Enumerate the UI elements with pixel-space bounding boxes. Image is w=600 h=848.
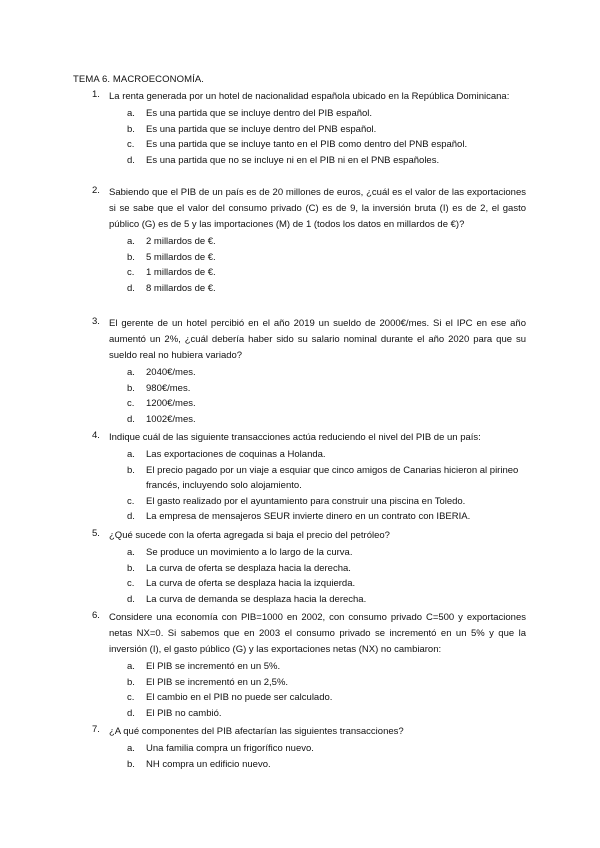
option-text: 5 millardos de €. <box>146 251 216 263</box>
option-letter: c. <box>127 578 135 589</box>
option-text: NH compra un edificio nuevo. <box>146 758 271 770</box>
option-text: Una familia compra un frigorífico nuevo. <box>146 743 314 754</box>
option-item <box>127 365 526 381</box>
option-text: 1002€/mes. <box>146 413 196 425</box>
option-letter: c. <box>127 495 135 507</box>
option-item <box>127 396 526 412</box>
option-item <box>127 741 526 757</box>
question-number: 7. <box>92 724 100 735</box>
option-text: El cambio en el PIB no puede ser calculado. <box>146 692 333 703</box>
option-list <box>109 447 526 525</box>
question-text: Indique cuál de las siguiente transacciones actúa reduciendo el nivel del PIB de un país: <box>109 432 481 443</box>
option-item <box>127 463 526 494</box>
option-text: El PIB no cambió. <box>146 707 222 719</box>
option-text: El PIB se incrementó en un 2,5%. <box>146 676 289 688</box>
option-item <box>127 706 526 722</box>
option-text: La curva de demanda se desplaza hacia la derecha. <box>146 593 367 605</box>
option-letter: c. <box>127 692 135 703</box>
option-text: El gasto realizado por el ayuntamiento para construir una piscina en Toledo. <box>146 495 466 507</box>
option-letter: c. <box>127 398 135 409</box>
question-4 <box>92 430 526 525</box>
option-item <box>127 106 526 122</box>
question-number: 5. <box>92 528 100 539</box>
question-text: ¿A qué componentes del PIB afectarían las siguientes transacciones? <box>109 726 404 737</box>
option-letter: d. <box>127 413 135 425</box>
option-letter: c. <box>127 139 135 150</box>
option-text: 8 millardos de €. <box>146 282 216 294</box>
option-text: El precio pagado por un viaje a esquiar que cinco amigos de Canarias hicieron al pirineo francés, incluyendo solo alojamiento. <box>146 464 519 491</box>
option-letter: d. <box>127 511 135 522</box>
question-number: 4. <box>92 430 100 441</box>
option-letter: b. <box>127 251 135 263</box>
option-letter: a. <box>127 367 135 378</box>
option-letter: b. <box>127 123 135 135</box>
question-text: Sabiendo que el PIB de un país es de 20 millones de euros, ¿cuál es el valor de las exportaciones si se sabe que el valor del consumo privado (C) es de 9, la inversión bruta (I) es de 2, el gasto público (G) es de 5 y las importaciones (M) de 1 (todos los datos en millardos de €)? <box>109 187 526 230</box>
option-item <box>127 381 526 397</box>
option-text: 2 millardos de €. <box>146 236 216 247</box>
option-letter: b. <box>127 464 135 476</box>
option-item <box>127 592 526 608</box>
option-text: 980€/mes. <box>146 382 191 394</box>
option-text: El PIB se incrementó en un 5%. <box>146 661 281 672</box>
option-letter: a. <box>127 449 135 460</box>
question-text: ¿Qué sucede con la oferta agregada si baja el precio del petróleo? <box>109 530 390 541</box>
option-letter: d. <box>127 593 135 605</box>
option-item <box>127 690 526 706</box>
option-text: 2040€/mes. <box>146 367 196 378</box>
question-number: 2. <box>92 185 100 196</box>
document-title: TEMA 6. MACROECONOMÍA. <box>73 74 204 85</box>
option-text: Es una partida que se incluye dentro del PIB español. <box>146 108 373 119</box>
option-item <box>127 153 526 169</box>
option-letter: d. <box>127 707 135 719</box>
option-item <box>127 561 526 577</box>
option-item <box>127 545 526 561</box>
option-letter: b. <box>127 562 135 574</box>
option-text: La empresa de mensajeros SEUR invierte dinero en un contrato con IBERIA. <box>146 511 471 522</box>
option-letter: a. <box>127 547 135 558</box>
option-list <box>109 365 526 427</box>
option-list <box>109 741 526 772</box>
option-item <box>127 494 526 510</box>
question-text: Considere una economía con PIB=1000 en 2002, con consumo privado C=500 y exportaciones netas NX=0. Si sabemos que en 2003 el consumo privado se incrementó en un 5% y que la inversión (I), el gasto público (G) y las exportaciones netas (NX) no cambiaron: <box>109 612 526 655</box>
question-6 <box>92 610 526 721</box>
option-item <box>127 447 526 463</box>
option-text: 1200€/mes. <box>146 398 196 409</box>
question-1 <box>92 89 526 168</box>
question-number: 1. <box>92 89 100 100</box>
option-text: La curva de oferta se desplaza hacia la izquierda. <box>146 578 356 589</box>
question-text: La renta generada por un hotel de nacionalidad española ubicado en la República Dominicana: <box>109 91 510 102</box>
option-item <box>127 265 526 281</box>
question-number: 6. <box>92 610 100 621</box>
option-item <box>127 281 526 297</box>
option-letter: a. <box>127 661 135 672</box>
question-number: 3. <box>92 316 100 327</box>
option-item <box>127 234 526 250</box>
option-text: Las exportaciones de coquinas a Holanda. <box>146 449 326 460</box>
option-letter: b. <box>127 676 135 688</box>
option-text: La curva de oferta se desplaza hacia la derecha. <box>146 562 351 574</box>
option-letter: c. <box>127 267 135 278</box>
option-letter: b. <box>127 382 135 394</box>
option-item <box>127 412 526 428</box>
option-list <box>109 545 526 607</box>
question-5 <box>92 528 526 607</box>
option-item <box>127 137 526 153</box>
option-text: Es una partida que se incluye dentro del PNB español. <box>146 123 377 135</box>
option-text: Es una partida que no se incluye ni en el PIB ni en el PNB españoles. <box>146 154 440 166</box>
option-letter: d. <box>127 282 135 294</box>
question-3 <box>92 316 526 427</box>
question-7 <box>92 724 526 772</box>
option-letter: d. <box>127 154 135 166</box>
option-item <box>127 675 526 691</box>
option-text: Se produce un movimiento a lo largo de la curva. <box>146 547 353 558</box>
option-item <box>127 122 526 138</box>
option-list <box>109 106 526 168</box>
option-text: 1 millardos de €. <box>146 267 216 278</box>
option-letter: a. <box>127 108 135 119</box>
question-text: El gerente de un hotel percibió en el año 2019 un sueldo de 2000€/mes. Si el IPC en ese año aumentó un 2%, ¿cuál debería haber sido su salario nominal durante el año 2020 para que su sueldo real no hubiera variado? <box>109 318 526 361</box>
option-letter: a. <box>127 743 135 754</box>
option-letter: a. <box>127 236 135 247</box>
option-text: Es una partida que se incluye tanto en el PIB como dentro del PNB español. <box>146 139 468 150</box>
option-item <box>127 576 526 592</box>
option-list <box>109 659 526 721</box>
option-item <box>127 757 526 773</box>
option-item <box>127 250 526 266</box>
option-item <box>127 659 526 675</box>
option-list <box>109 234 526 296</box>
question-2 <box>92 185 526 296</box>
option-item <box>127 509 526 525</box>
option-letter: b. <box>127 758 135 770</box>
